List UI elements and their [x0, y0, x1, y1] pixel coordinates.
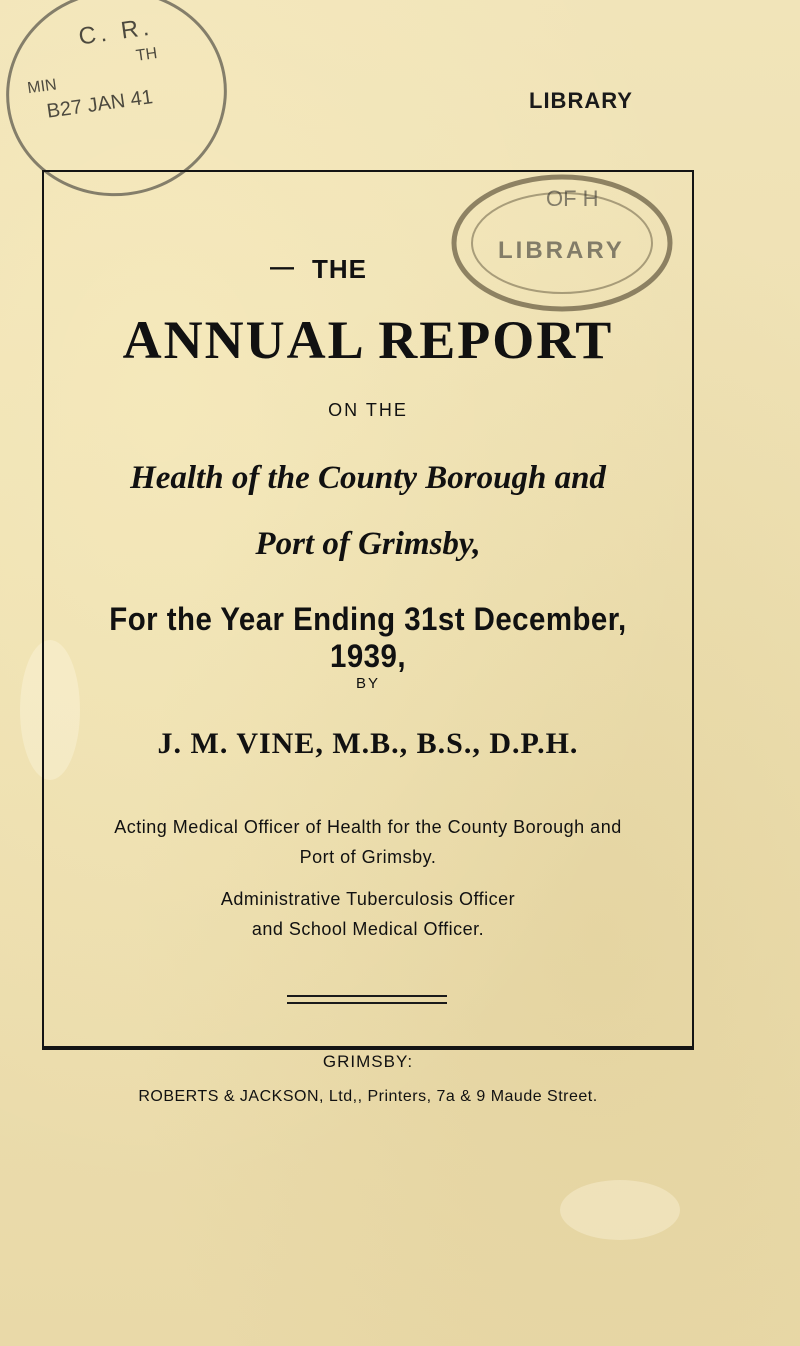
author-role-line: Port of Grimsby.: [299, 847, 437, 867]
author-role-line: and School Medical Officer.: [251, 919, 485, 939]
by-label: BY: [355, 675, 380, 692]
stamp-initials: C. R.: [76, 13, 155, 51]
stamp-date: B27 JAN 41: [45, 86, 155, 123]
year-line: For the Year Ending 31st December, 1939,: [109, 601, 627, 674]
report-title: ANNUAL REPORT: [122, 310, 614, 370]
library-label: LIBRARY: [529, 88, 633, 113]
paper-mark: [560, 1180, 680, 1240]
printer-name: ROBERTS & JACKSON, Ltd,, Printers, 7a & 9 Maude Street.: [138, 1088, 598, 1105]
author-name: J. M. VINE, M.B., B.S., D.P.H.: [157, 727, 579, 760]
library-seal-graphic: [446, 168, 678, 318]
double-rule-divider: [287, 995, 447, 1004]
stamp-th: TH: [134, 45, 159, 65]
library-seal: [446, 168, 678, 318]
the-dash: —: [270, 254, 294, 281]
author-role-line: Acting Medical Officer of Health for the County Borough and: [114, 817, 622, 837]
seal-library-text: LIBRARY: [498, 237, 625, 264]
seal-top-text: OF H: [546, 186, 599, 211]
author-role-line: Administrative Tuberculosis Officer: [220, 889, 516, 909]
subject-line-1: Health of the County Borough and: [130, 460, 606, 496]
on-the-label: ON THE: [328, 400, 408, 420]
printer-town: GRIMSBY:: [322, 1052, 414, 1071]
subject-line-2: Port of Grimsby,: [255, 526, 481, 562]
stamp-min: MIN: [26, 76, 58, 98]
the-word: THE: [312, 254, 367, 284]
